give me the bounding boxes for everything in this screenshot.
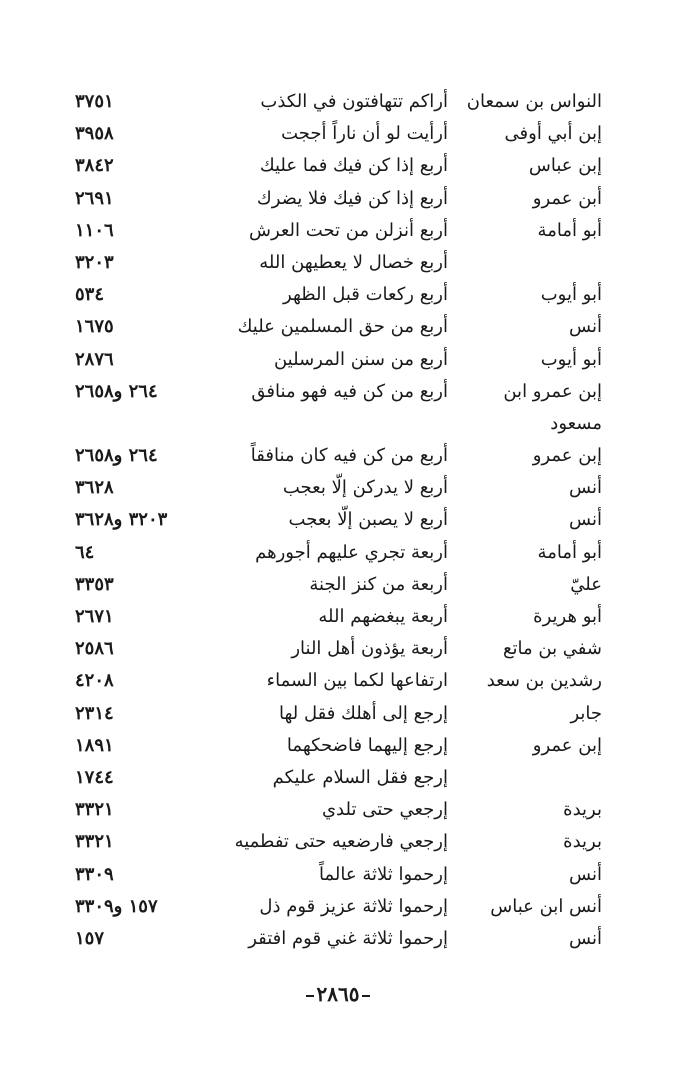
hadith-reference-number: ٣٣٢١: [75, 831, 114, 853]
narrator-name: إبن عمرو ابن: [503, 380, 602, 402]
index-row: [75, 215, 602, 247]
narrator-name: جابر: [570, 702, 602, 724]
hadith-incipit: أربع إذا كن فيك فلا يضرك: [256, 187, 448, 209]
hadith-incipit: إرحموا ثلاثة غني قوم افتقر: [248, 927, 448, 949]
hadith-incipit: أربع خصال لا يعطيهن الله: [259, 251, 448, 273]
hadith-incipit: إرحموا ثلاثة عالماً: [319, 863, 448, 885]
hadith-incipit: أربع إذا كن فيك فما عليك: [259, 155, 448, 177]
hadith-reference-number: ٢٦٤ و٢٦٥٨: [75, 445, 158, 467]
index-row: [75, 440, 602, 472]
hadith-reference-number: ٣٧٥١: [75, 91, 114, 112]
hadith-reference-number: ٣٢٠٣: [75, 251, 114, 273]
index-row: [75, 826, 602, 858]
index-row: [75, 86, 602, 118]
page-number-dash-left: [306, 995, 314, 997]
hadith-reference-number: ٣٣٢١: [75, 799, 114, 821]
hadith-incipit: أربع لا يدركن إلّا بعجب: [282, 477, 448, 499]
index-row: [75, 311, 602, 343]
narrator-name: أبو أيوب: [540, 348, 602, 370]
hadith-incipit: إرجع إليهما فاضحكهما: [286, 734, 448, 756]
index-row: [75, 150, 602, 182]
hadith-incipit: أربع ركعات قبل الظهر: [283, 284, 448, 306]
hadith-reference-number: ٣٣٠٩: [75, 863, 114, 885]
index-row: [75, 698, 602, 730]
hadith-reference-number: ٢٣١٤: [75, 702, 114, 724]
narrator-name: رشدين بن سعد: [486, 670, 602, 692]
hadith-incipit: إرحموا ثلاثة عزيز قوم ذل: [259, 895, 448, 917]
index-row: [75, 923, 602, 955]
hadith-reference-number: ٢٨٧٦: [75, 348, 114, 370]
hadith-incipit: أربعة يؤذون أهل النار: [291, 638, 448, 660]
index-row: [75, 118, 602, 150]
index-row: [75, 279, 602, 311]
hadith-reference-number: ٢٦٧١: [75, 606, 114, 627]
page-number: ٢٨٦٥: [316, 982, 360, 1006]
narrator-name: أبن عمرو: [532, 187, 602, 209]
hadith-reference-number: ٣٩٥٨: [75, 123, 114, 145]
hadith-incipit: أربع من كن فيه فهو منافق: [251, 380, 448, 402]
narrator-name: أنس ابن عباس: [490, 895, 602, 917]
index-row: [75, 408, 602, 440]
hadith-incipit: أربعة تجري عليهم أجورهم: [255, 541, 448, 563]
narrator-name: أنس: [569, 316, 602, 338]
hadith-reference-number: ١٥٧ و٣٣٠٩: [75, 895, 158, 917]
index-row: [75, 730, 602, 762]
narrator-name: إبن عباس: [528, 155, 602, 177]
narrator-name: بريدة: [563, 799, 602, 821]
hadith-incipit: أراكم تتهافتون في الكذب: [260, 91, 448, 112]
index-row: [75, 859, 602, 891]
hadith-reference-number: ١٧٤٤: [75, 766, 114, 788]
hadith-incipit: إرجع إلى أهلك فقل لها: [278, 702, 448, 724]
hadith-reference-number: ١٥٧: [75, 927, 105, 949]
index-row: [75, 504, 602, 536]
hadith-incipit: أربع من سنن المرسلين: [273, 348, 448, 370]
narrator-name: إبن عمرو: [532, 734, 602, 756]
hadith-reference-number: ١٦٧٥: [75, 316, 114, 338]
hadith-reference-number: ٢٦٩١: [75, 187, 114, 209]
hadith-incipit: إرجعي حتى تلدي: [321, 799, 448, 821]
index-row: [75, 891, 602, 923]
narrator-name: بريدة: [563, 831, 602, 853]
hadith-incipit: أربعة يبغضهم الله: [318, 606, 448, 627]
hadith-incipit: أربع من كن فيه كان منافقاً: [250, 445, 448, 467]
index-row: [75, 762, 602, 794]
narrator-name: إبن أبي أوفى: [504, 123, 602, 145]
hadith-reference-number: ٣٣٥٣: [75, 573, 114, 595]
index-row: [75, 472, 602, 504]
hadith-reference-number: ٦٤: [75, 541, 95, 563]
hadith-incipit: أربع من حق المسلمين عليك: [237, 316, 448, 338]
hadith-reference-number: ٣٢٠٣ و٣٦٢٨: [75, 509, 168, 531]
narrator-name: أبو هريرة: [533, 606, 602, 627]
narrator-name: أنس: [569, 509, 602, 531]
hadith-reference-number: ٣٨٤٢: [75, 155, 114, 177]
hadith-incipit: أرأيت لو أن ناراً أججت: [281, 123, 448, 145]
hadith-reference-number: ١٨٩١: [75, 734, 114, 756]
narrator-name: شفي بن ماتع: [502, 638, 602, 660]
hadith-incipit: إرجع فقل السلام عليكم: [272, 766, 448, 788]
narrator-name: أنس: [569, 863, 602, 885]
index-row: [75, 537, 602, 569]
hadith-incipit: إرجعي فارضعيه حتى تفطميه: [234, 831, 448, 853]
narrator-name: أبو أيوب: [540, 284, 602, 306]
index-row: [75, 183, 602, 215]
narrator-name: أنس: [569, 927, 602, 949]
narrator-name: أبو أمامة: [537, 219, 602, 241]
hadith-reference-number: ١١٠٦: [75, 219, 114, 241]
index-row: [75, 376, 602, 408]
hadith-reference-number: ٢٦٤ و٢٦٥٨: [75, 380, 158, 402]
hadith-reference-number: ٣٦٢٨: [75, 477, 114, 499]
index-row: [75, 344, 602, 376]
index-row: [75, 569, 602, 601]
page-number-footer: [0, 982, 676, 1006]
narrator-name: النواس بن سمعان: [466, 91, 602, 112]
page-number-dash-right: [362, 995, 370, 997]
index-row: [75, 633, 602, 665]
hadith-incipit: ارتفاعها لكما بين السماء: [266, 670, 448, 692]
hadith-reference-number: ٤٢٠٨: [75, 670, 114, 692]
hadith-incipit: أربعة من كنز الجنة: [309, 573, 448, 595]
hadith-incipit: أربع أنزلن من تحت العرش: [248, 219, 448, 241]
narrator-name: أبو أمامة: [537, 541, 602, 563]
hadith-incipit: أربع لا يصبن إلّا بعجب: [288, 509, 448, 531]
index-row: [75, 794, 602, 826]
narrator-name: مسعود: [550, 412, 602, 434]
narrator-name: أنس: [569, 477, 602, 499]
hadith-reference-number: ٢٥٨٦: [75, 638, 114, 660]
hadith-reference-number: ٥٣٤: [75, 284, 105, 306]
index-row: [75, 665, 602, 697]
hadith-index-list: [75, 86, 602, 955]
narrator-name: إبن عمرو: [532, 445, 602, 467]
index-row: [75, 601, 602, 633]
narrator-name: عليّ: [570, 573, 602, 595]
index-row: [75, 247, 602, 279]
